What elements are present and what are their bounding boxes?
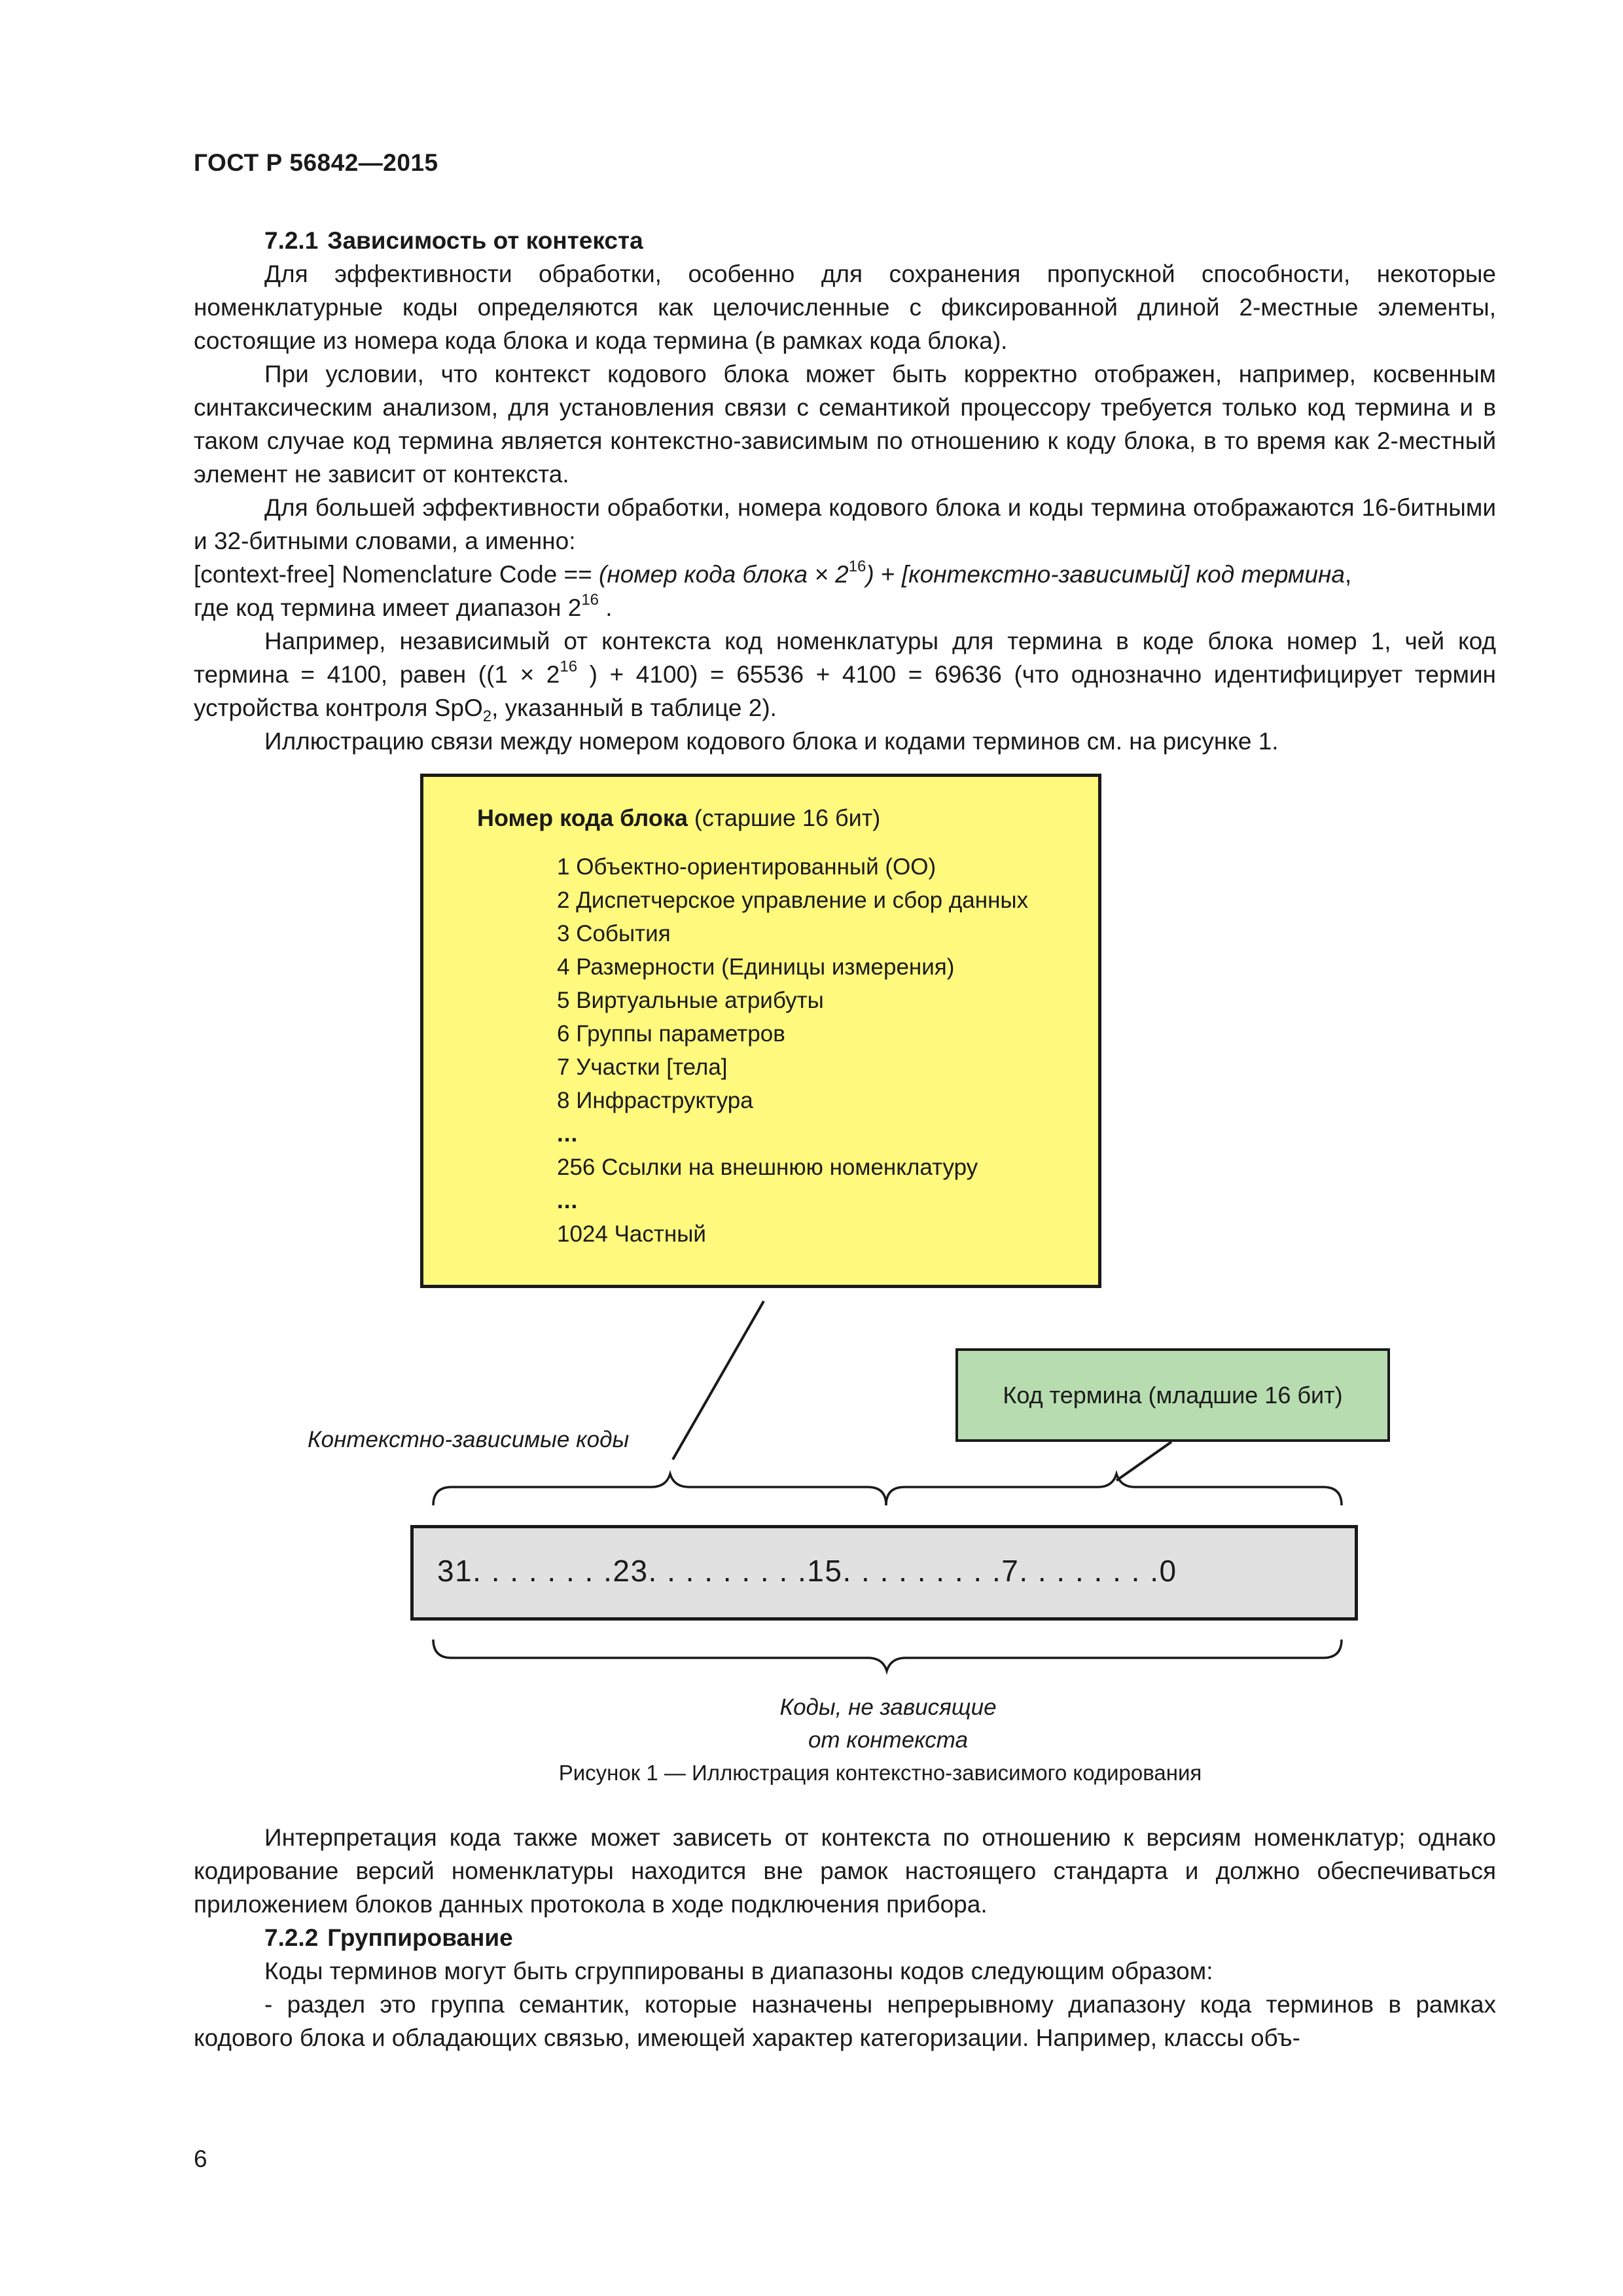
brace-context-high [433,1474,886,1505]
section-number: 7.2.2 [264,1924,319,1951]
range-exponent: 16 [581,591,599,609]
example-text-1: Например, независимый от контекста код номенклатуры для термина в коде блока номер 1, чей код термина = 4100, равен ((1 × 2 [194,628,1496,688]
example-subscript: 2 [482,708,492,725]
example-text-3: , указанный в таблице 2). [491,694,777,721]
context-dependent-label: Контекстно-зависимые коды [308,1427,630,1452]
bit-field-bar [410,1525,1358,1621]
section-heading-722 [194,1921,1496,1954]
formula-plus: + [881,561,895,588]
formula-close-paren: ) [866,561,874,588]
list-item: 3 События [557,921,671,946]
formula-exponent: 16 [848,558,866,575]
block-code-title-rest: (старшие 16 бит) [694,804,881,831]
block-code-title-bold: Номер кода блока [477,804,688,831]
paragraph: Интерпретация кода также может зависеть от контекста по отношению к версиям номенклатур; однако кодирование версий номенклатуры находится вне рамок настоящего стандарта и должно обеспечиваться приложением блоков данных протокола в ходе подключения прибора. [194,1824,1496,1918]
document-header: ГОСТ Р 56842—2015 [194,149,438,176]
section-722-text [194,1821,1496,2054]
brace-context-low [886,1474,1342,1505]
pointer-line-term [1116,1442,1171,1480]
formula-block-part: (номер кода блока × 2 [599,561,849,588]
example-exponent: 16 [560,658,578,675]
paragraph: Иллюстрацию связи между номером кодового блока и кодами терминов см. на рисунке 1. [264,728,1279,755]
pointer-line-block [673,1301,764,1460]
section-number: 7.2.1 [264,227,319,254]
list-item: 6 Группы параметров [557,1021,785,1047]
context-free-label-line-1: Коды, не зависящие [779,1695,997,1720]
section-title: Зависимость от контекста [327,227,643,254]
paragraph: Для эффективности обработки, особенно для сохранения пропускной способности, некоторые номенклатурные коды определяются как целочисленные с фиксированной длиной 2-местные элементы, состоящие из номера кода блока и кода термина (в рамках кода блока). [194,260,1496,354]
page-number: 6 [194,2145,207,2172]
figure-caption: Рисунок 1 — Иллюстрация контекстно-зависимого кодирования [558,1761,1202,1785]
list-item: 1024 Частный [557,1221,706,1247]
list-item: 8 Инфраструктура [557,1088,753,1113]
section-title: Группирование [327,1924,513,1951]
list-item: 7 Участки [тела] [557,1054,728,1080]
paragraph: - раздел это группа семантик, которые назначены непрерывному диапазону кода терминов в рамках кодового блока и обладающих связью, имеющей характер категоризации. Например, классы объ- [194,1991,1496,2051]
bit-positions: 31. . . . . . . .23. . . . . . . . .15. . . . . . . . .7. . . . . . . .0 [437,1554,1177,1588]
paragraph: При условии, что контекст кодового блока может быть корректно отображен, например, косвенным синтаксическим анализом, для установления связи с семантикой процессору требуется только код термина и в таком случае код термина является контекстно-зависимым по отношению к коду блока, в то время как 2-местный элемент не зависит от контекста. [194,361,1496,488]
formula-comma: , [1344,561,1352,588]
list-item: 4 Размерности (Единицы измерения) [557,954,955,980]
range-text: где код термина имеет диапазон 2 [194,594,582,621]
list-item: 5 Виртуальные атрибуты [557,988,824,1013]
term-code-box: Код термина (младшие 16 бит) [955,1348,1390,1442]
list-item-ellipsis: ... [557,1188,579,1213]
list-item: 2 Диспетчерское управление и сбор данных [557,888,1029,913]
formula-term-part: [контекстно-зависимый] код термина [901,561,1345,588]
list-item: 256 Ссылки на внешнюю номенклатуру [557,1155,978,1180]
context-free-label [692,1691,1084,1757]
range-end: . [605,594,613,621]
paragraph: Коды терминов могут быть сгруппированы в диапазоны кодов следующим образом: [264,1958,1213,1984]
list-item-ellipsis: ... [557,1121,579,1147]
example-text-2: ) + 4100) = 65536 + 4100 = 69636 (что однозначно идентифицирует термин устройства контроля SpO [194,661,1496,721]
list-item: 1 Объектно-ориентированный (ОО) [557,854,936,880]
paragraph: Для большей эффективности обработки, номера кодового блока и коды термина отображаются 16-битными и 32-битными словами, а именно: [194,494,1496,554]
formula-prefix: [context-free] Nomenclature Code == [194,561,592,588]
context-free-label-line-2: от контекста [808,1727,969,1753]
brace-context-free [433,1640,1342,1671]
